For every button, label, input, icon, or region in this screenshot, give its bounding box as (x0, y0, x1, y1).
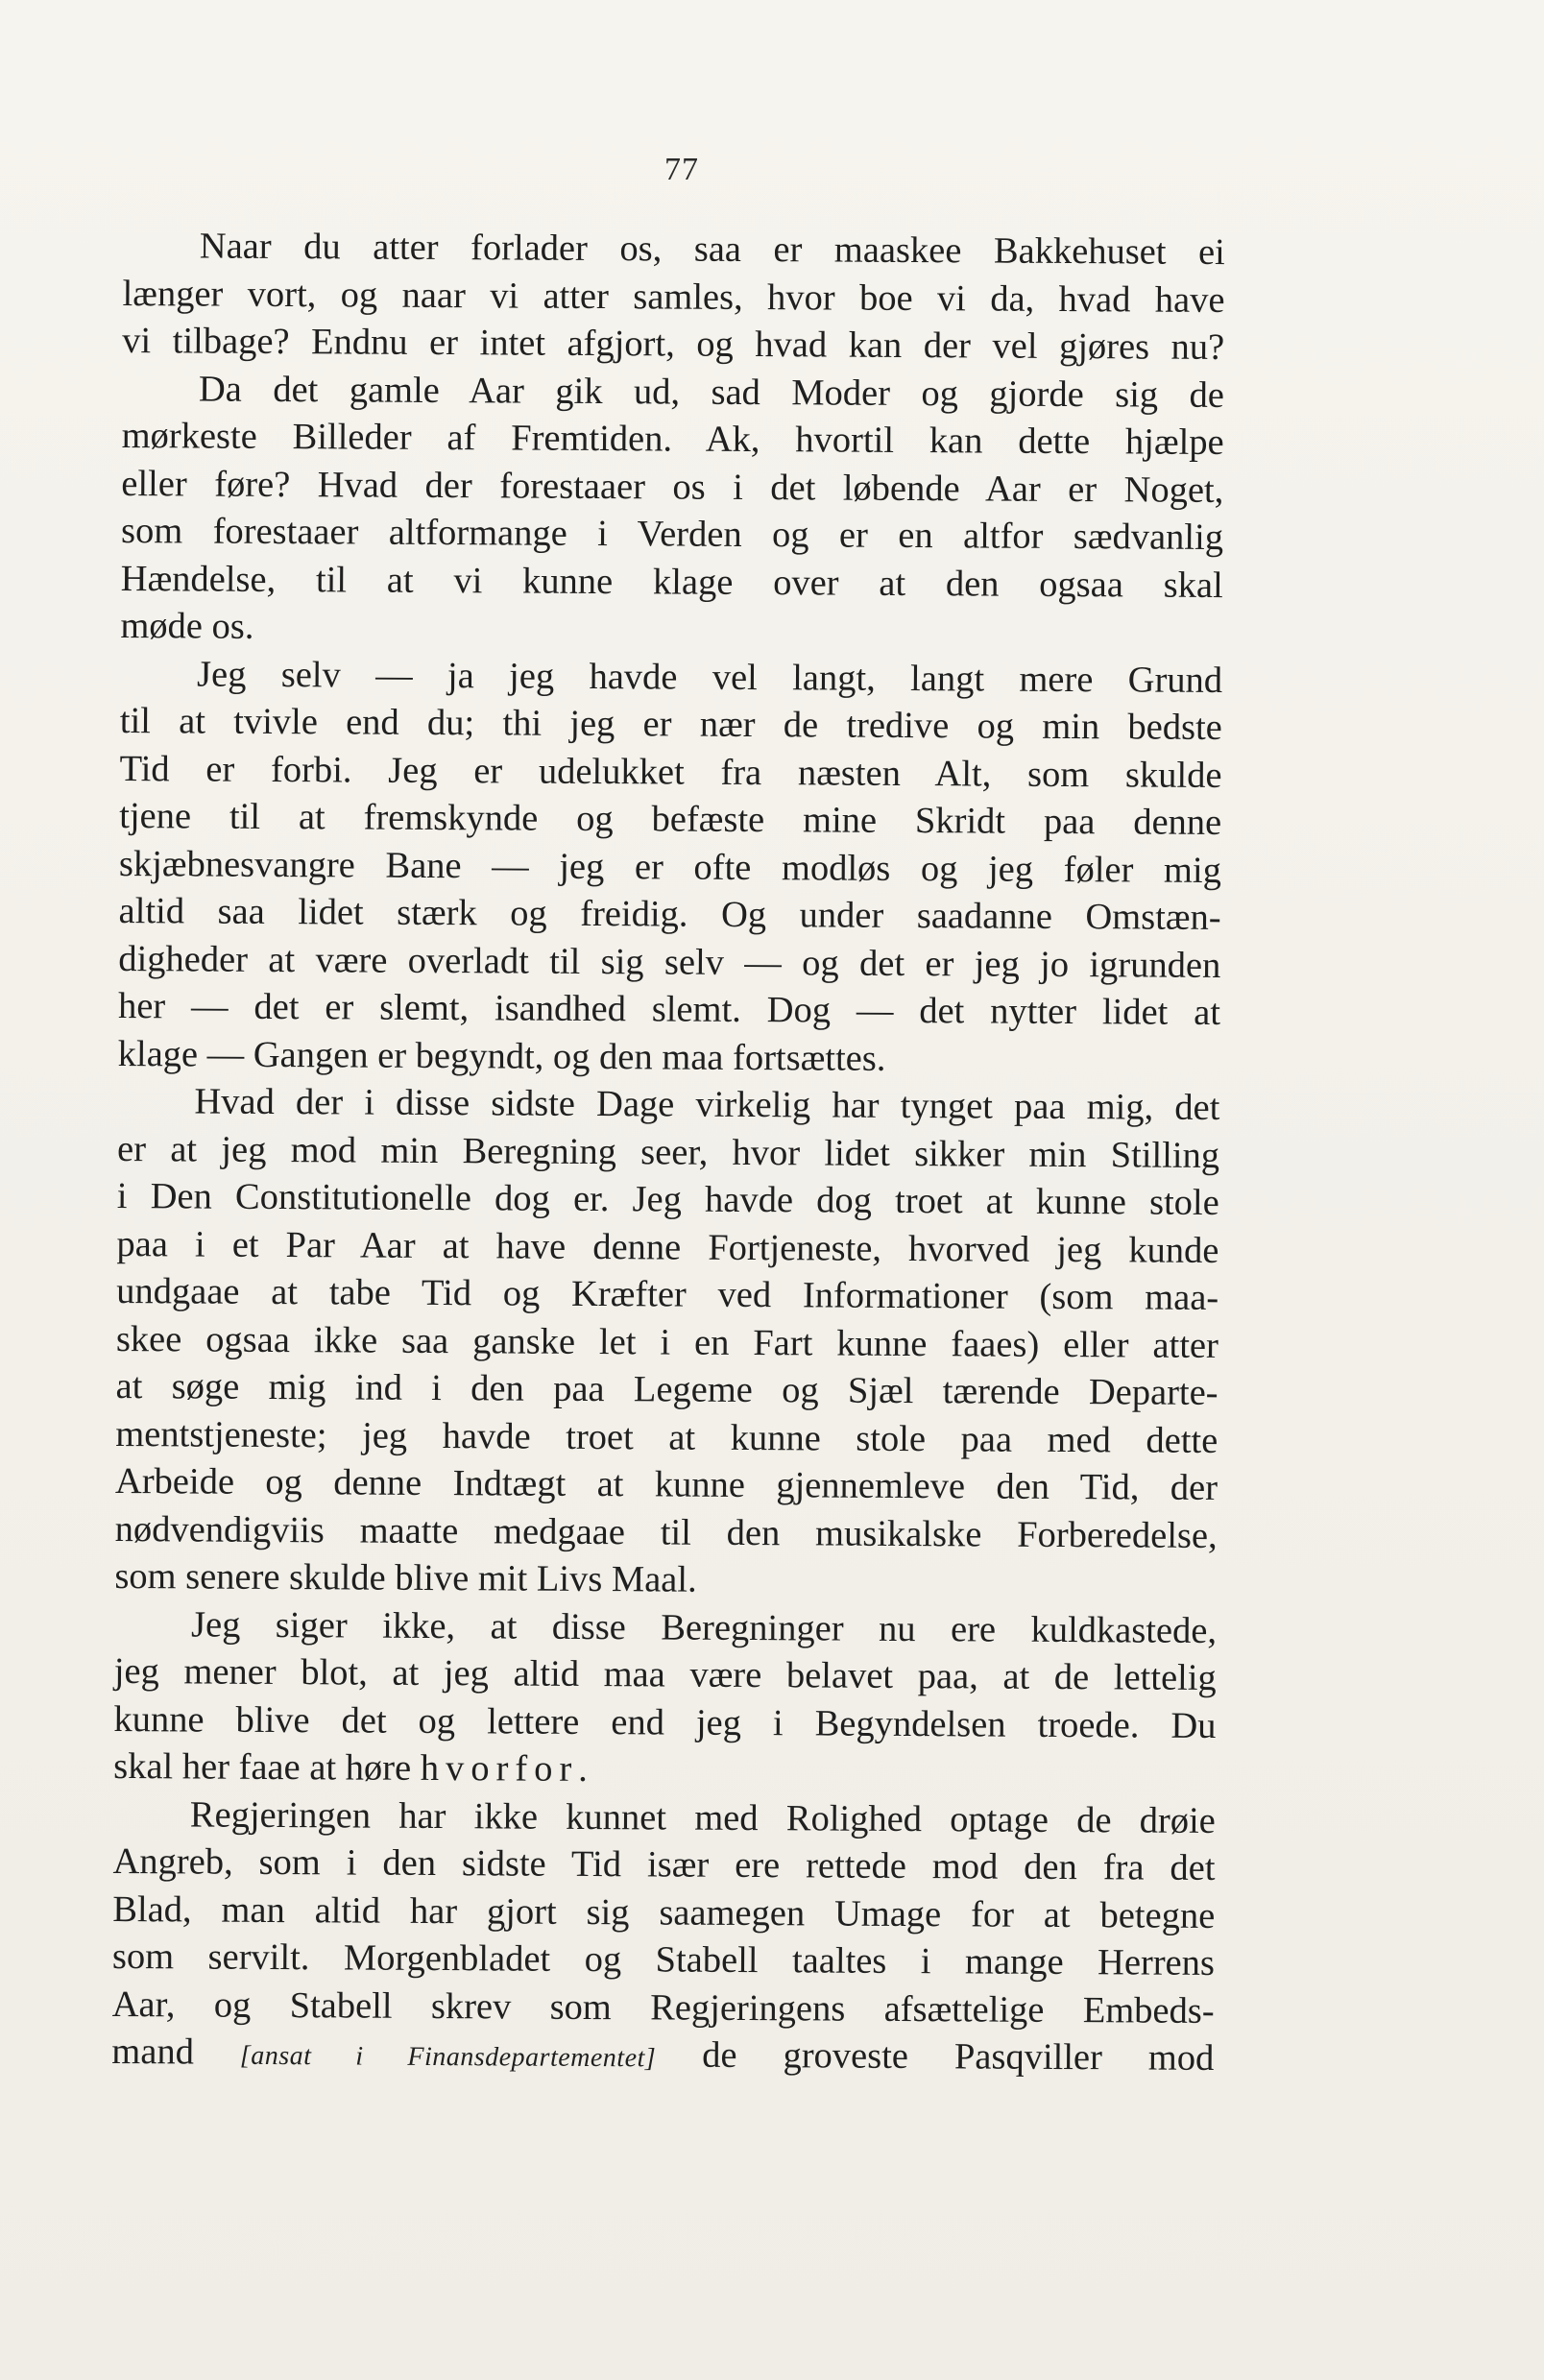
text-line: skee ogsaa ikke saa ganske let i en Fart kunne faaes) eller atter (115, 1318, 1219, 1366)
text-line: Blad, man altid har gjort sig saamegen Umage for at betegne (112, 1888, 1216, 1936)
text-line: her — det er slemt, isandhed slemt. Dog — det nytter lidet at (117, 985, 1221, 1033)
text-line: at søge mig ind i den paa Legeme og Sjæl tærende Departe- (115, 1365, 1218, 1413)
text-segment: skal her faae at høre (113, 1745, 421, 1789)
text-line: digheder at være overladt til sig selv — og det er jeg jo igrunden (118, 938, 1221, 986)
text-line: i Den Constitutionelle dog er. Jeg havde dog troet at kunne stole (116, 1175, 1219, 1223)
text-line: er at jeg mod min Beregning seer, hvor lidet sikker min Stilling (116, 1128, 1220, 1176)
text-segment: de groveste Pasqviller mod (656, 2034, 1215, 2079)
text-segment: . (578, 1748, 588, 1790)
body-text (111, 223, 1225, 2085)
text-line: Hændelse, til at vi kunne klage over at den ogsaa skal (120, 558, 1223, 606)
text-line: som senere skulde blive mit Livs Maal. (114, 1555, 697, 1600)
text-line: undgaae at tabe Tid og Kræfter ved Informationer (som maa- (116, 1270, 1219, 1318)
paragraph-3 (118, 650, 1223, 1085)
text-line: som servilt. Morgenbladet og Stabell taaltes i mange Herrens (111, 1935, 1216, 1983)
text-line: paa i et Par Aar at have denne Fortjeneste, hvorved jeg kunde (116, 1223, 1219, 1271)
text-line: Naar du atter forlader os, saa er maaskee Bakkehuset ei (199, 226, 1225, 274)
text-line: Arbeide og denne Indtægt at kunne gjennemleve den Tid, der (114, 1460, 1218, 1508)
text-line: Jeg selv — ja jeg havde vel langt, langt mere Grund (197, 653, 1223, 701)
text-line: kunne blive det og lettere end jeg i Begyndelsen troede. Du (113, 1698, 1217, 1746)
text-line: klage — Gangen er begyndt, og den maa fortsættes. (117, 1033, 886, 1079)
text-segment: mand (111, 2031, 241, 2073)
text-line: skjæbnesvangre Bane — jeg er ofte modløs og jeg føler mig (118, 843, 1222, 891)
paragraph-1 (122, 223, 1225, 373)
text-line: længer vort, og naar vi atter samles, hvor boe vi da, hvad have (122, 273, 1225, 321)
text-line: Hvad der i disse sidste Dage virkelig har tynget paa mig, det (194, 1081, 1220, 1128)
text-line: Da det gamle Aar gik ud, sad Moder og gjorde sig de (198, 368, 1225, 416)
text-line: eller føre? Hvad der forestaaer os i det løbende Aar er Noget, (121, 463, 1224, 511)
editorial-note: [ansat i Finansdepartementet] (239, 2040, 657, 2074)
page-number: 77 (664, 152, 699, 187)
paragraph-4 (114, 1078, 1219, 1608)
text-line: Jeg siger ikke, at disse Beregninger nu ere kuldkastede, (190, 1603, 1218, 1651)
text-line: vi tilbage? Endnu er intet afgjort, og hvad kan der vel gjøres nu? (122, 320, 1225, 369)
text-line: Tid er forbi. Jeg er udelukket fra næsten Alt, som skulde (119, 748, 1222, 796)
text-line: mørkeste Billeder af Fremtiden. Ak, hvortil kan dette hjælpe (121, 415, 1224, 464)
text-line (113, 1743, 1216, 1798)
text-line: mentstjeneste; jeg havde troet at kunne stole paa med dette (115, 1413, 1218, 1461)
text-line: som forestaaer altformange i Verden og er en altfor sædvanlig (120, 510, 1224, 559)
paragraph-5 (113, 1600, 1217, 1797)
text-line: møde os. (120, 605, 254, 647)
text-line (111, 2029, 1214, 2086)
text-line: altid saa lidet stærk og freidig. Og under saadanne Omstæn- (118, 890, 1221, 938)
paragraph-6 (111, 1791, 1216, 2085)
text-line: Angreb, som i den sidste Tid især ere rettede mod den fra det (112, 1840, 1216, 1888)
spaced-emphasis-word: hvorfor (420, 1747, 579, 1790)
text-line: nødvendigviis maatte medgaae til den musikalske Forberedelse, (114, 1508, 1218, 1556)
text-line: tjene til at fremskynde og befæste mine Skridt paa denne (119, 795, 1222, 844)
text-line: jeg mener blot, at jeg altid maa være belavet paa, at de lettelig (113, 1650, 1217, 1698)
paragraph-2 (120, 365, 1224, 657)
text-line: Aar, og Stabell skrev som Regjeringens afsættelige Embeds- (111, 1983, 1215, 2031)
text-line: Regjeringen har ikke kunnet med Rolighed optage de drøie (189, 1793, 1216, 1841)
text-line: til at tvivle end du; thi jeg er nær de tredive og min bedste (119, 700, 1222, 749)
